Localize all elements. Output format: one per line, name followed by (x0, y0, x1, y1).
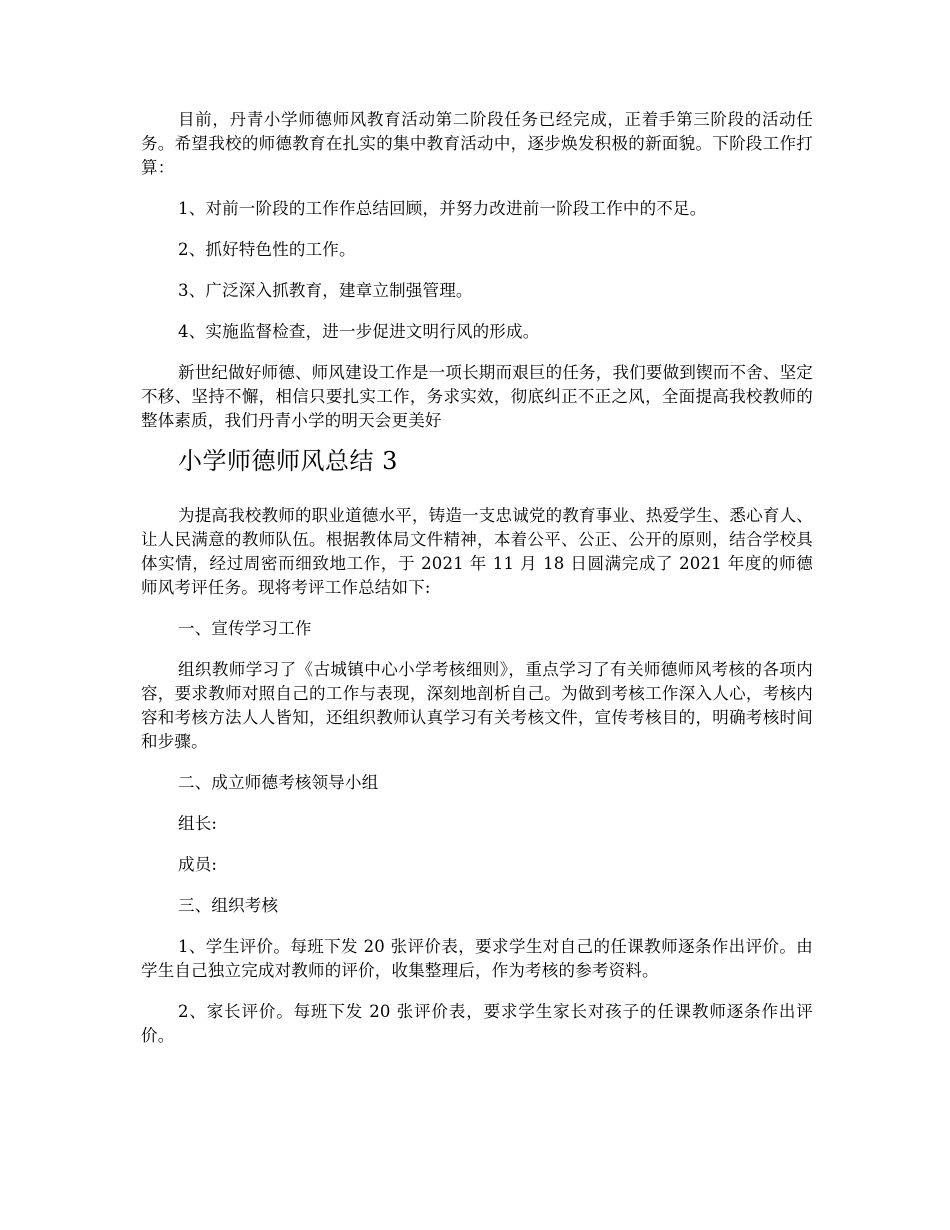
parent-evaluation-paragraph: 2、家长评价。每班下发 20 张评价表，要求学生家长对孩子的任课教师逐条作出评价。 (141, 1002, 813, 1045)
group-leader-line: 组长: (178, 814, 218, 833)
student-evaluation-paragraph: 1、学生评价。每班下发 20 张评价表，要求学生对自己的任课教师逐条作出评价。由学生自己独立完成对教师的评价，收集整理后，作为考核的参考资料。 (141, 937, 813, 980)
heading-publicity: 一、宣传学习工作 (178, 619, 312, 638)
section-title: 小学师德师风总结 3 (178, 447, 398, 475)
group-members-line: 成员: (178, 855, 218, 874)
intro-paragraph: 目前，丹青小学师德师风教育活动第二阶段任务已经完成，正着手第三阶段的活动任务。希望我校的师德教育在扎实的集中教育活动中，逐步焕发积极的新面貌。下阶段工作打算： (141, 110, 813, 177)
summary-intro-paragraph: 为提高我校教师的职业道德水平，铸造一支忠诚党的教育事业、热爱学生、悉心育人、让人民满意的教师队伍。根据教体局文件精神，本着公平、公正、公开的原则，结合学校具体实情，经过周密而细致地工作，于 2021 年 11 月 18 日圆满完成了 2021 年度的师德师风考评任务。现将考评工作总结如下: (141, 506, 813, 597)
publicity-paragraph: 组织教师学习了《古城镇中心小学考核细则》，重点学习了有关师德师风考核的各项内容，要求教师对照自己的工作与表现，深刻地剖析自己。为做到考核工作深入人心，考核内容和考核方法人人皆知，还组织教师认真学习有关考核文件，宣传考核目的，明确考核时间和步骤。 (141, 660, 813, 751)
plan-item-3: 3、广泛深入抓教育，建章立制强管理。 (178, 281, 473, 300)
closing-paragraph: 新世纪做好师德、师风建设工作是一项长期而艰巨的任务，我们要做到锲而不舍、坚定不移、坚持不懈，相信只要扎实工作，务求实效，彻底纠正不正之风，全面提高我校教师的整体素质，我们丹青小学的明天会更美好 (141, 363, 813, 430)
document-body (141, 108, 813, 1048)
plan-item-2: 2、抓好特色性的工作。 (178, 240, 356, 259)
plan-item-4: 4、实施监督检查，进一步促进文明行风的形成。 (178, 322, 540, 341)
plan-item-1: 1、对前一阶段的工作作总结回顾，并努力改进前一阶段工作中的不足。 (178, 199, 707, 218)
heading-assessment: 三、组织考核 (178, 896, 279, 915)
heading-leadership-group: 二、成立师德考核领导小组 (178, 773, 379, 792)
